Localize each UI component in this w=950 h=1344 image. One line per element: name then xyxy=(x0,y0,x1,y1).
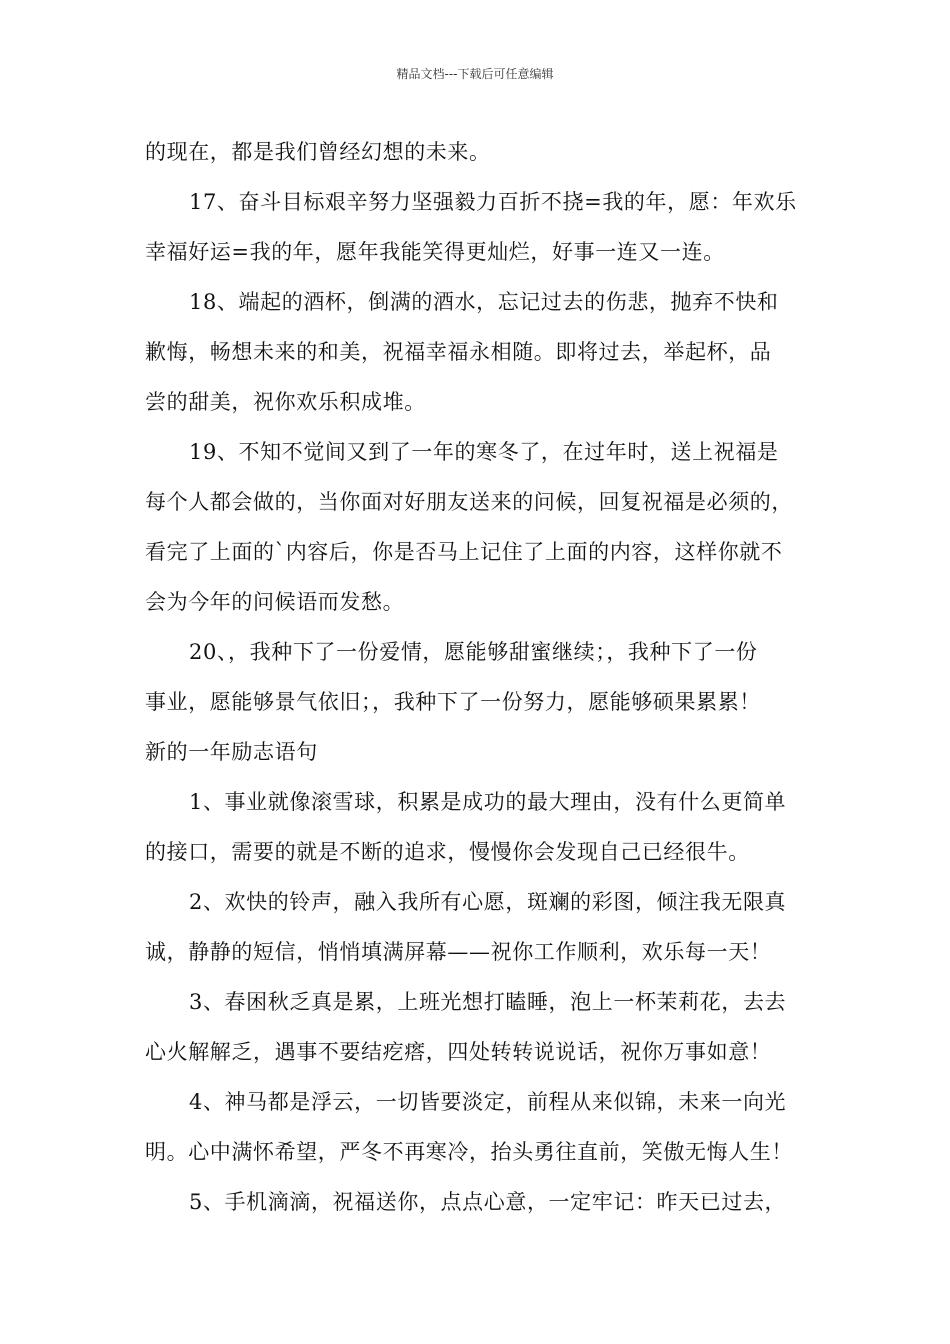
text-line: 尝的甜美，祝你欢乐积成堆。 xyxy=(145,390,426,414)
text-line: 1、事业就像滚雪球，积累是成功的最大理由，没有什么更简单 xyxy=(189,790,787,814)
page-header: 精品文档---下载后可任意编辑 xyxy=(396,67,554,81)
text-line: 幸福好运=我的年，愿年我能笑得更灿烂，好事一连又一连。 xyxy=(145,240,725,264)
text-line: 明。心中满怀希望，严冬不再寒冷，抬头勇往直前，笑傲无悔人生！ xyxy=(145,1140,793,1164)
text-line: 每个人都会做的，当你面对好朋友送来的问候，回复祝福是必须的， xyxy=(145,490,793,514)
text-line: 会为今年的问候语而发愁。 xyxy=(145,590,405,614)
text-line: 看完了上面的`内容后，你是否马上记住了上面的内容，这样你就不 xyxy=(145,540,783,564)
text-line: 的现在，都是我们曾经幻想的未来。 xyxy=(145,140,491,164)
text-line: 20、，我种下了一份爱情，愿能够甜蜜继续；，我种下了一份 xyxy=(189,640,758,664)
text-line: 歉悔，畅想未来的和美，祝福幸福永相随。即将过去，举起杯，品 xyxy=(145,340,772,364)
text-line: 17、奋斗目标艰辛努力坚强毅力百折不挠=我的年，愿：年欢乐 xyxy=(189,190,797,214)
document-body xyxy=(145,127,825,1227)
text-line: 心火解解乏，遇事不要结疙瘩，四处转转说说话，祝你万事如意！ xyxy=(145,1040,772,1064)
text-line: 诚，静静的短信，悄悄填满屏幕——祝你工作顺利，欢乐每一天！ xyxy=(145,940,772,964)
text-line: 3、春困秋乏真是累，上班光想打瞌睡，泡上一杯茉莉花，去去 xyxy=(189,990,787,1014)
text-line: 18、端起的酒杯，倒满的酒水，忘记过去的伤悲，抛弃不快和 xyxy=(189,290,779,314)
text-line: 4、神马都是浮云，一切皆要淡定，前程从来似锦，未来一向光 xyxy=(189,1090,787,1114)
text-line: 2、欢快的铃声，融入我所有心愿，斑斓的彩图，倾注我无限真 xyxy=(189,890,787,914)
section-heading: 新的一年励志语句 xyxy=(145,740,318,764)
text-line: 19、不知不觉间又到了一年的寒冬了，在过年时，送上祝福是 xyxy=(189,440,779,464)
text-line: 的接口，需要的就是不断的追求，慢慢你会发现自己已经很牛。 xyxy=(145,840,750,864)
text-line: 5、手机滴滴，祝福送你，点点心意，一定牢记：昨天已过去， xyxy=(189,1190,787,1214)
text-line: 事业，愿能够景气依旧；，我种下了一份努力，愿能够硕果累累！ xyxy=(145,690,761,714)
